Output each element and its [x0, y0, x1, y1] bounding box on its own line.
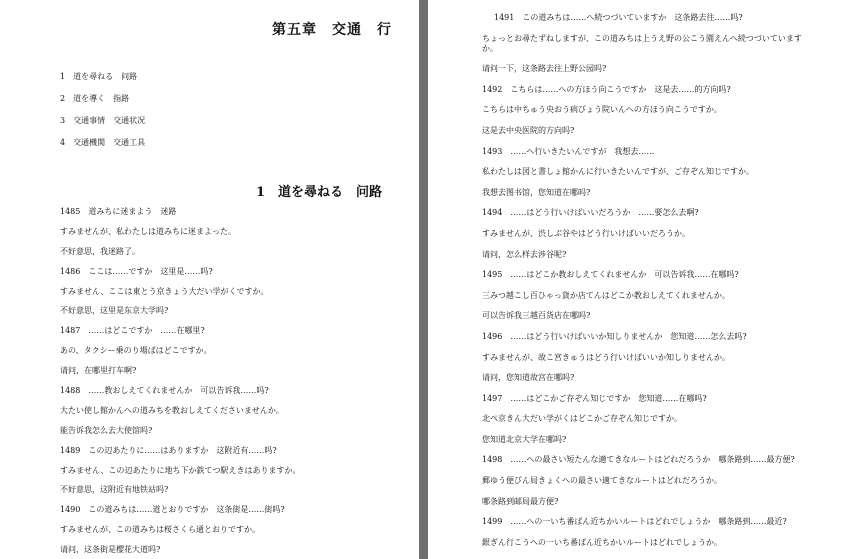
entry-line: 1494 ……はどう行いけばいいだろうか ……要怎么去啊?	[482, 208, 699, 218]
entry-line: 1499 ……への一いち番ばん近ちかいルートはどれでしょうか 哪条路到……最近?	[482, 517, 787, 527]
chapter-title: 第五章 交通 行	[272, 22, 392, 38]
entry-line: すみませんが、渋しぶ谷やはどう行いけばいいだろうか。	[482, 228, 690, 238]
entry-line: 请问一下，这条路去往上野公园吗?	[482, 64, 607, 74]
entry-line: 1486 ここは……ですか 这里是……吗?	[60, 266, 213, 276]
entry-line: 大たい使し館かんへの道みちを教おしえてくださいませんか。	[60, 405, 284, 415]
entry-line: すみませんが、この道みちは桜さくら通とおりですか。	[60, 525, 260, 535]
entry-line: 不好意思，我迷路了。	[60, 246, 140, 256]
entry-line: 请问，这条街是樱花大道吗?	[60, 545, 161, 555]
entry-line: 1492 こちらは……への方ほう向こうですか 这是去……的方向吗?	[482, 84, 731, 94]
entry-line: 1495 ……はどこか教おしえてくれませんか 可以告诉我……在哪吗?	[482, 270, 739, 280]
entry-line: 1487 ……はどこですか ……在哪里?	[60, 326, 205, 336]
toc-item[interactable]: 4 交通機関 交通工具	[60, 138, 146, 147]
entry-line: ちょっとお尋たずねしますが、この道みちは上うえ野の公こう園えんへ続つづいていますか。	[482, 33, 802, 53]
entry-line: すみません、この辺あたりに地ち下か鉄てつ駅えきはありますか。	[60, 465, 301, 475]
entry-line: 请问，您知道故宫在哪吗?	[482, 373, 575, 383]
entry-line: すみません、ここは東とう京きょう大だい学がくですか。	[60, 286, 269, 296]
entry-line: 三みつ越こし百ひゃっ貨か店てんはどこか教おしえてくれませんか。	[482, 290, 730, 300]
entry-line: 我想去图书馆，您知道在哪吗?	[482, 187, 591, 197]
right-text-block	[482, 13, 802, 558]
entry-line: こちらは中ちゅう央おう病びょう院いんへの方ほう向こうですか。	[482, 105, 722, 115]
right-page	[428, 0, 845, 559]
left-page	[0, 0, 419, 559]
entry-line: 1485 道みちに迷まよう 迷路	[60, 207, 177, 216]
entry-line: 1493 ……へ行いきたいんですが 我想去……	[482, 146, 655, 156]
entry-line: 请问，怎么样去涉谷呢?	[482, 249, 567, 259]
entry-line: あの、タクシー乗のり場ばはどこですか。	[60, 346, 212, 356]
entry-line: すみませんが、故こ宮きゅうはどう行いけばいいか知しりませんか。	[482, 352, 730, 362]
entry-line: 请问，在哪里打车啊?	[60, 366, 137, 376]
entry-line: 銀ぎん行こうへの一いち番ばん近ちかいルートはどれでしょうか。	[482, 537, 722, 547]
entry-line: 可以告诉我三越百货店在哪吗?	[482, 311, 591, 321]
table-of-contents	[60, 72, 145, 160]
entry-line: 1490 この道みちは……道とおりですか 这条街是……街吗?	[60, 505, 285, 515]
entry-line: 1488 ……教おしえてくれませんか 可以告诉我……吗?	[60, 386, 269, 396]
entry-line: 不好意思，这里是东京大学吗?	[60, 306, 169, 316]
entry-line: 1491 この道みちは……へ続つづいていますか 这条路去往……吗?	[494, 13, 743, 22]
toc-item[interactable]: 3 交通事情 交通状况	[60, 116, 146, 125]
entry-line: 不好意思，这附近有地铁站吗?	[60, 485, 169, 495]
left-text-block	[60, 207, 415, 559]
entry-line: すみませんが、私わたしは道みちに迷まよった。	[60, 226, 236, 236]
entry-line: 1498 ……への最さい短たんな適てきなルートはどれだろうか 哪条路到……最方便?	[482, 455, 795, 465]
entry-line: 私わたしは図と書しょ館かんに行いきたいんですが、ご存ぞん知じですか。	[482, 167, 754, 177]
entry-line: 这是去中央医院的方向吗?	[482, 125, 575, 135]
entry-line: 能告诉我怎么去大使馆吗?	[60, 425, 153, 435]
entry-line: 您知道北京大学在哪吗?	[482, 434, 567, 444]
entry-line: 北ぺ京きん大だい学がくはどこかご存ぞん知じですか。	[482, 414, 682, 424]
entry-line: 哪条路到邮局最方便?	[482, 496, 559, 506]
entry-line: 郵ゆう便びん局きょくへの最さい適てきなルートはどれだろうか。	[482, 476, 722, 486]
page-gutter	[419, 0, 428, 559]
entry-line: 1497 ……はどこかご存ぞん知じですか 您知道……在哪吗?	[482, 393, 707, 403]
entry-line: 1496 ……はどう行いけばいいか知しりませんか 您知道……怎么去吗?	[482, 331, 747, 341]
toc-item[interactable]: 1 道を尋ねる 问路	[60, 72, 138, 81]
entry-line: 1489 この辺あたりに……はありますか 这附近有……吗?	[60, 445, 277, 455]
toc-item[interactable]: 2 道を導く 指路	[60, 94, 130, 103]
section-heading: 1 道を尋ねる 问路	[256, 185, 383, 200]
